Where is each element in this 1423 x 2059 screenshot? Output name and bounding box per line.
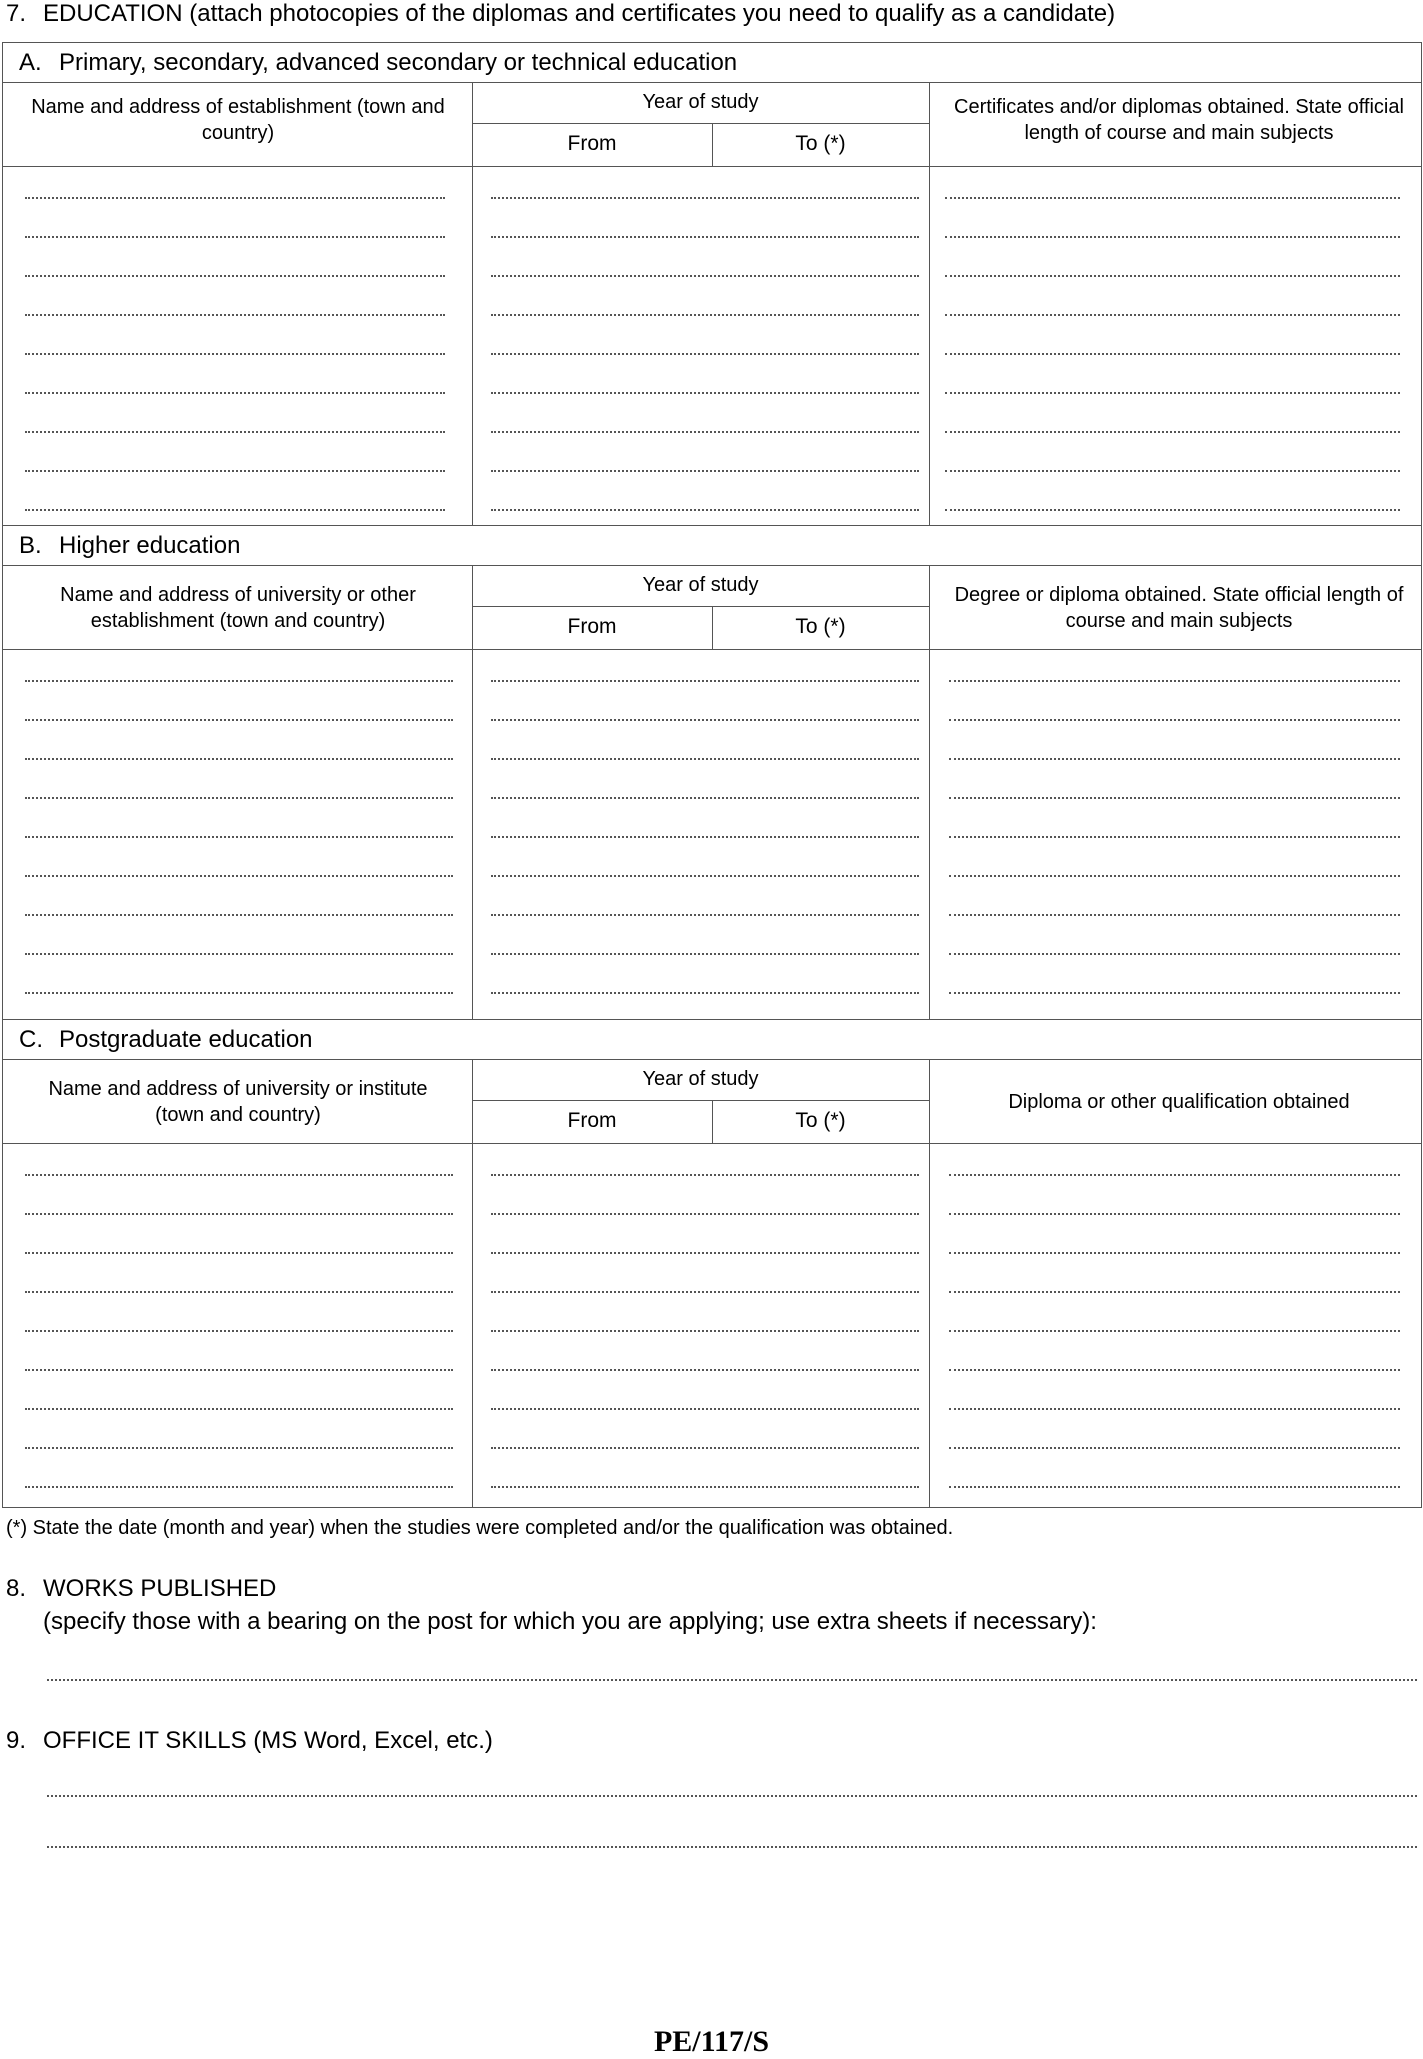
block-a-col-certificates-header: Certificates and/or diplomas obtained. State official length of course and main subjects bbox=[954, 95, 1404, 144]
fill-line[interactable] bbox=[491, 836, 919, 838]
fill-line[interactable] bbox=[25, 197, 445, 199]
fill-line[interactable] bbox=[25, 875, 453, 877]
fill-line[interactable] bbox=[491, 1213, 919, 1215]
block-c-title-text: Postgraduate education bbox=[59, 1026, 313, 1053]
block-c-to-header: To (*) bbox=[795, 1109, 846, 1132]
fill-line[interactable] bbox=[25, 1174, 453, 1176]
fill-line[interactable] bbox=[491, 509, 919, 511]
fill-line[interactable] bbox=[25, 1369, 453, 1371]
block-a-letter: A. bbox=[19, 49, 42, 76]
fill-line[interactable] bbox=[491, 197, 919, 199]
fill-line[interactable] bbox=[491, 1369, 919, 1371]
fill-line[interactable] bbox=[491, 1447, 919, 1449]
fill-line[interactable] bbox=[25, 914, 453, 916]
section-7-heading bbox=[6, 0, 1115, 28]
fill-line[interactable] bbox=[945, 353, 1400, 355]
fill-line[interactable] bbox=[491, 680, 919, 682]
fill-line[interactable] bbox=[945, 236, 1400, 238]
section-9-heading bbox=[6, 1725, 493, 1757]
fill-line[interactable] bbox=[25, 797, 453, 799]
education-table bbox=[2, 42, 1422, 1508]
fill-line[interactable] bbox=[25, 392, 445, 394]
fill-line[interactable] bbox=[491, 275, 919, 277]
fill-line[interactable] bbox=[491, 1408, 919, 1410]
fill-line[interactable] bbox=[25, 470, 445, 472]
fill-line[interactable] bbox=[25, 236, 445, 238]
fill-line[interactable] bbox=[949, 992, 1400, 994]
fill-line[interactable] bbox=[491, 431, 919, 433]
fill-line[interactable] bbox=[491, 470, 919, 472]
fill-line[interactable] bbox=[945, 197, 1400, 199]
block-c-header bbox=[3, 1060, 1421, 1144]
fill-line[interactable] bbox=[25, 719, 453, 721]
fill-line[interactable] bbox=[491, 914, 919, 916]
fill-line[interactable] bbox=[25, 1408, 453, 1410]
fill-line[interactable] bbox=[945, 275, 1400, 277]
section-9-number: 9. bbox=[6, 1727, 27, 1754]
block-a-to-header: To (*) bbox=[795, 132, 846, 155]
fill-line[interactable] bbox=[949, 1369, 1400, 1371]
fill-line[interactable] bbox=[25, 680, 453, 682]
block-a-year-of-study-header: Year of study bbox=[642, 91, 759, 113]
fill-line[interactable] bbox=[25, 836, 453, 838]
fill-line[interactable] bbox=[25, 509, 445, 511]
section-8-subtitle: (specify those with a bearing on the post for which you are applying; use extra sheets if necessary): bbox=[43, 1608, 1097, 1635]
fill-line[interactable] bbox=[491, 953, 919, 955]
fill-line[interactable] bbox=[491, 875, 919, 877]
fill-line[interactable] bbox=[945, 314, 1400, 316]
block-a-header bbox=[3, 83, 1421, 167]
fill-line[interactable] bbox=[25, 1486, 453, 1488]
block-b-to-header: To (*) bbox=[795, 615, 846, 638]
fill-line[interactable] bbox=[949, 1486, 1400, 1488]
block-c-col-institute-header: Name and address of university or institute (town and country) bbox=[48, 1077, 428, 1126]
block-a-title-text: Primary, secondary, advanced secondary or technical education bbox=[59, 49, 738, 76]
fill-line[interactable] bbox=[25, 1330, 453, 1332]
fill-line[interactable] bbox=[491, 797, 919, 799]
fill-line[interactable] bbox=[25, 1252, 453, 1254]
section-8-title: WORKS PUBLISHED bbox=[43, 1575, 277, 1602]
fill-line[interactable] bbox=[25, 1447, 453, 1449]
block-b-letter: B. bbox=[19, 532, 42, 559]
form-code: PE/117/S bbox=[653, 2025, 770, 2058]
fill-line[interactable] bbox=[25, 953, 453, 955]
fill-line[interactable] bbox=[945, 509, 1400, 511]
fill-line[interactable] bbox=[491, 353, 919, 355]
fill-line[interactable] bbox=[949, 1174, 1400, 1176]
fill-line[interactable] bbox=[949, 875, 1400, 877]
section-8-number: 8. bbox=[6, 1575, 27, 1602]
fill-line[interactable] bbox=[25, 431, 445, 433]
fill-line[interactable] bbox=[949, 836, 1400, 838]
fill-line[interactable] bbox=[491, 392, 919, 394]
section-8-heading bbox=[6, 1573, 276, 1605]
section-7-title: EDUCATION (attach photocopies of the diplomas and certificates you need to qualify as a candidate) bbox=[43, 0, 1116, 27]
fill-line[interactable] bbox=[491, 1330, 919, 1332]
block-b-year-fill-lines[interactable] bbox=[491, 650, 919, 1020]
block-b-header bbox=[3, 566, 1421, 650]
block-b-university-fill-lines[interactable] bbox=[25, 650, 453, 1020]
block-b-col-degree-header: Degree or diploma obtained. State official length of course and main subjects bbox=[954, 583, 1404, 632]
block-c-institute-fill-lines[interactable] bbox=[25, 1144, 453, 1507]
footnote: (*) State the date (month and year) when the studies were completed and/or the qualification was obtained. bbox=[6, 1517, 954, 1539]
fill-line[interactable] bbox=[949, 797, 1400, 799]
block-c-letter: C. bbox=[19, 1026, 43, 1053]
block-a-col-establishment-header: Name and address of establishment (town and country) bbox=[31, 95, 445, 144]
fill-line[interactable] bbox=[25, 314, 445, 316]
fill-line[interactable] bbox=[491, 1252, 919, 1254]
fill-line[interactable] bbox=[25, 353, 445, 355]
fill-line[interactable] bbox=[491, 1174, 919, 1176]
fill-line[interactable] bbox=[491, 719, 919, 721]
fill-line[interactable] bbox=[491, 992, 919, 994]
section-7-number: 7. bbox=[6, 0, 27, 27]
fill-line[interactable] bbox=[491, 1486, 919, 1488]
fill-line[interactable] bbox=[949, 1213, 1400, 1215]
fill-line[interactable] bbox=[25, 992, 453, 994]
fill-line[interactable] bbox=[949, 758, 1400, 760]
fill-line[interactable] bbox=[25, 1291, 453, 1293]
fill-line[interactable] bbox=[949, 1291, 1400, 1293]
block-c-qualification-fill-lines[interactable] bbox=[949, 1144, 1400, 1507]
block-c-postgraduate bbox=[3, 1019, 1421, 1507]
block-a-title bbox=[3, 43, 1421, 83]
fill-line[interactable] bbox=[949, 1330, 1400, 1332]
fill-line[interactable] bbox=[945, 392, 1400, 394]
fill-line[interactable] bbox=[491, 758, 919, 760]
fill-line[interactable] bbox=[491, 1291, 919, 1293]
fill-line[interactable] bbox=[949, 1447, 1400, 1449]
block-b-title bbox=[3, 526, 1421, 566]
fill-line[interactable] bbox=[949, 953, 1400, 955]
fill-line[interactable] bbox=[25, 1213, 453, 1215]
block-c-from-header: From bbox=[567, 1109, 617, 1132]
fill-line[interactable] bbox=[491, 314, 919, 316]
works-published-fill-line[interactable] bbox=[47, 1679, 1417, 1681]
fill-line[interactable] bbox=[25, 275, 445, 277]
block-a-year-fill-lines[interactable] bbox=[491, 167, 919, 525]
fill-line[interactable] bbox=[949, 914, 1400, 916]
it-skills-fill-line-1[interactable] bbox=[47, 1795, 1417, 1797]
block-b-year-of-study-header: Year of study bbox=[642, 574, 759, 596]
fill-line[interactable] bbox=[945, 431, 1400, 433]
block-a-from-header: From bbox=[567, 132, 617, 155]
fill-line[interactable] bbox=[949, 680, 1400, 682]
block-b-degree-fill-lines[interactable] bbox=[949, 650, 1400, 1020]
fill-line[interactable] bbox=[25, 758, 453, 760]
block-c-year-fill-lines[interactable] bbox=[491, 1144, 919, 1507]
block-b-higher-education bbox=[3, 525, 1421, 1020]
block-b-from-header: From bbox=[567, 615, 617, 638]
fill-line[interactable] bbox=[949, 1252, 1400, 1254]
fill-line[interactable] bbox=[491, 236, 919, 238]
block-a-establishment-fill-lines[interactable] bbox=[25, 167, 445, 525]
block-c-title bbox=[3, 1020, 1421, 1060]
block-a-certificates-fill-lines[interactable] bbox=[945, 167, 1400, 525]
block-c-year-of-study-header: Year of study bbox=[642, 1068, 759, 1090]
section-9-title: OFFICE IT SKILLS (MS Word, Excel, etc.) bbox=[43, 1727, 493, 1754]
fill-line[interactable] bbox=[949, 719, 1400, 721]
block-b-col-university-header: Name and address of university or other establishment (town and country) bbox=[60, 583, 416, 632]
it-skills-fill-line-2[interactable] bbox=[47, 1846, 1417, 1848]
block-a-primary-secondary bbox=[3, 43, 1421, 525]
fill-line[interactable] bbox=[945, 470, 1400, 472]
block-b-title-text: Higher education bbox=[59, 532, 241, 559]
fill-line[interactable] bbox=[949, 1408, 1400, 1410]
block-c-col-qualification-header: Diploma or other qualification obtained bbox=[1008, 1090, 1350, 1113]
